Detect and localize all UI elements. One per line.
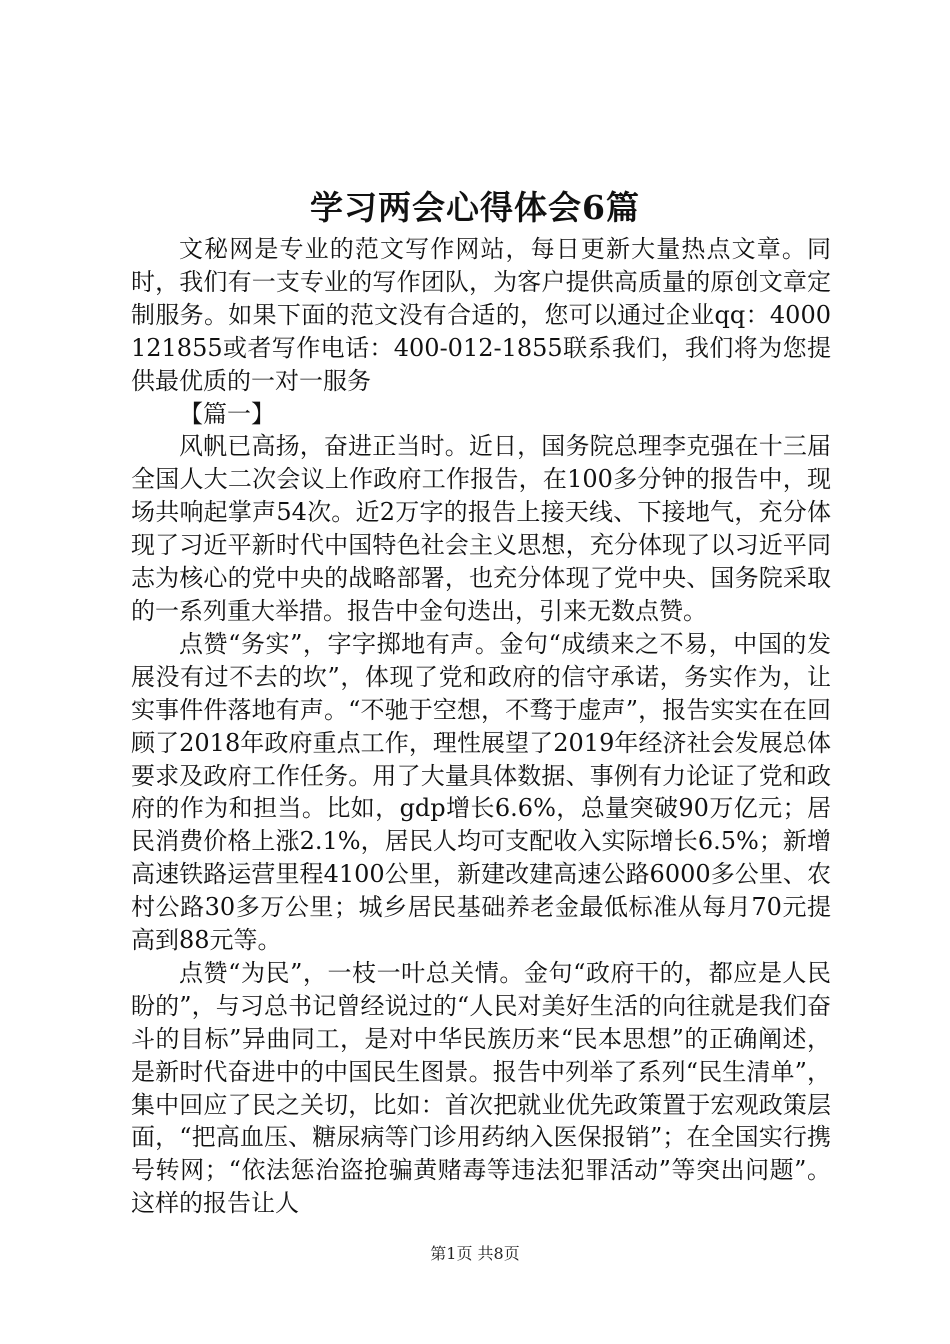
body-paragraph: 点赞“务实”，字字掷地有声。金句“成绩来之不易，中国的发展没有过不去的坎”，体现了党和政府的信守承诺，务实作为，让实事件件落地有声。“不驰于空想，不骛于虚声”，报告实实在在回顾了2018年政府重点工作，理性展望了2019年经济社会发展总体要求及政府工作任务。用了大量具体数据、事例有力论证了党和政府的作为和担当。比如，gdp增长6.6%，总量突破90万亿元；居民消费价格上涨2.1%，居民人均可支配收入实际增长6.5%；新增高速铁路运营里程4100公里，新建改建高速公路6000多公里、农村公路30多万公里；城乡居民基础养老金最低标准从每月70元提高到88元等。 (131, 629, 831, 955)
body-paragraph: 点赞“为民”，一枝一叶总关情。金句“政府干的，都应是人民盼的”，与习总书记曾经说过的“人民对美好生活的向往就是我们奋斗的目标”异曲同工，是对中华民族历来“民本思想”的正确阐述，是新时代奋进中的中国民生图景。报告中列举了系列“民生清单”，集中回应了民之关切，比如：首次把就业优先政策置于宏观政策层面，“把高血压、糖尿病等门诊用药纳入医保报销”；在全国实行携号转网；“依法惩治盗抢骗黄赌毒等违法犯罪活动”等突出问题”。这样的报告让人 (131, 958, 831, 1218)
body-paragraph: 风帆已高扬，奋进正当时。近日，国务院总理李克强在十三届全国人大二次会议上作政府工作报告，在100多分钟的报告中，现场共响起掌声54次。近2万字的报告上接天线、下接地气，充分体现了习近平新时代中国特色社会主义思想，充分体现了以习近平同志为核心的党中央的战略部署，也充分体现了党中央、国务院采取的一系列重大举措。报告中金句迭出，引来无数点赞。 (131, 432, 831, 625)
document-body (131, 233, 831, 1220)
document-title: 学习两会心得体会6篇 (310, 188, 640, 227)
section-heading: 【篇一】 (179, 399, 275, 428)
page-number-footer: 第1页 共8页 (430, 1244, 520, 1263)
intro-paragraph: 文秘网是专业的范文写作网站，每日更新大量热点文章。同时，我们有一支专业的写作团队，为客户提供高质量的原创文章定制服务。如果下面的范文没有合适的，您可以通过企业qq：4000121855或者写作电话：400-012-1855联系我们，我们将为您提供最优质的一对一服务 (131, 235, 831, 395)
